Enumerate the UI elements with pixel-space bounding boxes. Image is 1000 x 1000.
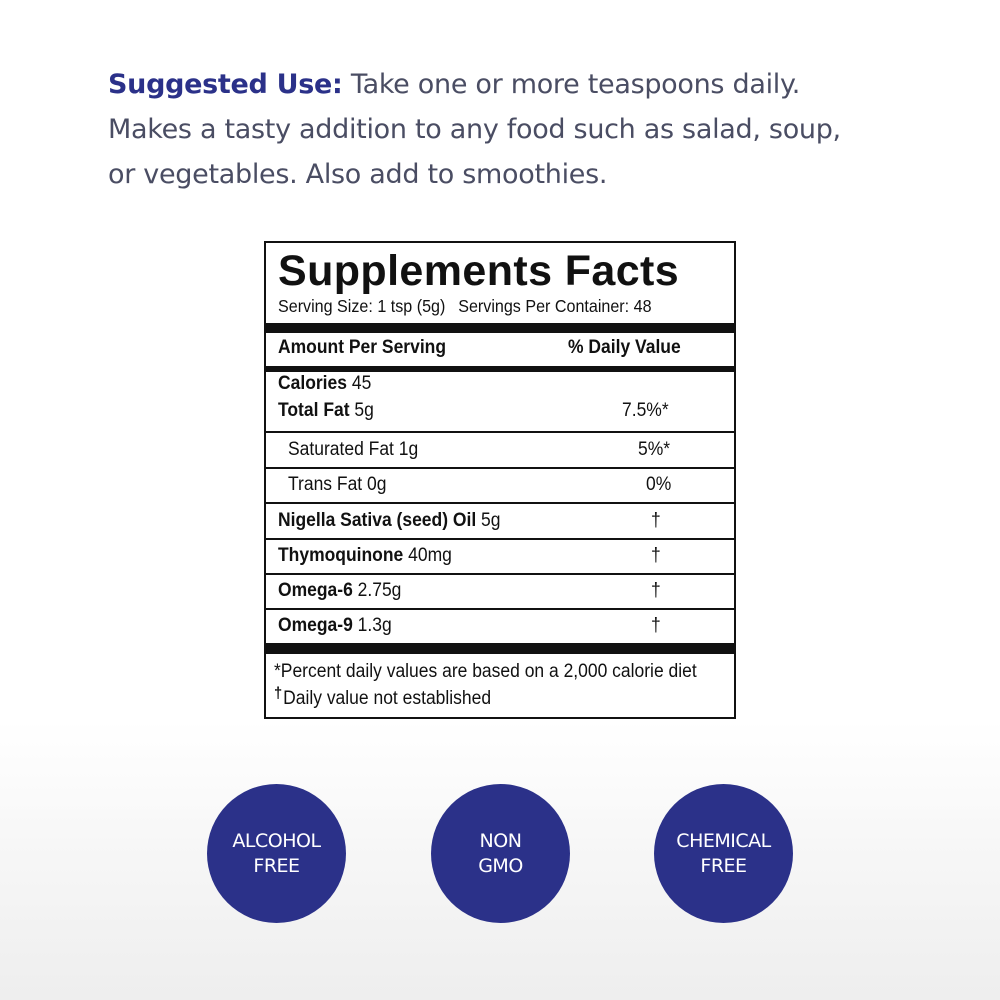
nutrient-amount: 5g: [349, 400, 374, 421]
suggested-use: [108, 62, 908, 197]
thick-divider: [266, 323, 734, 333]
suggested-use-line-1: [108, 62, 908, 107]
badge-line: FREE: [700, 854, 747, 877]
daily-value: 5%*: [638, 439, 671, 460]
row-divider: [266, 573, 734, 575]
daily-value: †: [651, 580, 661, 601]
nutrient-name: Thymoquinone: [278, 545, 404, 566]
serving-info: [278, 296, 664, 317]
fact-row-calories: [278, 373, 371, 395]
nutrient-amount: 1.3g: [352, 615, 392, 636]
nutrient-amount: 45: [346, 373, 372, 394]
header-amount-per-serving: Amount Per Serving: [278, 337, 447, 358]
nutrient-name: Total Fat: [278, 400, 350, 421]
badge-line: FREE: [253, 854, 300, 877]
fact-row-total-fat: [278, 400, 374, 422]
servings-per-container: Servings Per Container: 48: [458, 296, 652, 316]
suggested-use-line-2: Makes a tasty addition to any food such as salad, soup,: [108, 114, 841, 145]
fact-row-thymoquinone: [278, 545, 452, 567]
footnote-dagger: [274, 685, 492, 710]
row-divider: [266, 431, 734, 433]
badge-line: NON: [479, 829, 522, 852]
supplements-facts-label: [264, 241, 736, 719]
nutrient-amount: 5g: [476, 510, 501, 531]
serving-size: Serving Size: 1 tsp (5g): [278, 296, 446, 316]
suggested-use-line-3: or vegetables. Also add to smoothies.: [108, 159, 608, 190]
daily-value: †: [651, 545, 661, 566]
nutrient-name: Nigella Sativa (seed) Oil: [278, 510, 477, 531]
fact-row-nigella-sativa-oil: [278, 510, 500, 532]
badge-line: CHEMICAL: [676, 829, 771, 852]
badge-line: GMO: [478, 854, 523, 877]
fact-row-saturated-fat: [288, 439, 418, 461]
nutrient-name: Omega-6: [278, 580, 353, 601]
dagger-symbol: †: [274, 685, 283, 702]
daily-value: †: [651, 510, 661, 531]
fact-row-omega-6: [278, 580, 401, 602]
thick-divider: [266, 643, 734, 654]
nutrient-name: Calories: [278, 373, 347, 394]
nutrient-name: Omega-9: [278, 615, 353, 636]
daily-value: 7.5%*: [622, 400, 669, 421]
badge-chemical-free: [654, 784, 793, 923]
nutrient-name: Trans Fat: [288, 474, 363, 495]
badge-alcohol-free: [207, 784, 346, 923]
label-title: Supplements Facts: [278, 247, 680, 295]
fact-row-omega-9: [278, 615, 392, 637]
footnote-percent-daily: *Percent daily values are based on a 2,000 calorie diet: [274, 661, 697, 682]
medium-divider: [266, 366, 734, 372]
row-divider: [266, 538, 734, 540]
nutrient-amount: 40mg: [403, 545, 452, 566]
header-daily-value: % Daily Value: [568, 337, 681, 358]
nutrient-amount: 2.75g: [352, 580, 402, 601]
daily-value: †: [651, 615, 661, 636]
fact-row-trans-fat: [288, 474, 386, 496]
suggested-use-lead: Suggested Use:: [108, 69, 343, 100]
row-divider: [266, 502, 734, 504]
nutrient-amount: 0g: [362, 474, 387, 495]
badge-non-gmo: [431, 784, 570, 923]
nutrient-amount: 1g: [393, 439, 419, 460]
row-divider: [266, 467, 734, 469]
row-divider: [266, 608, 734, 610]
badge-line: ALCOHOL: [232, 829, 321, 852]
footnote-dagger-text: Daily value not established: [283, 688, 492, 709]
nutrient-name: Saturated Fat: [288, 439, 394, 460]
suggested-use-text-1: Take one or more teaspoons daily.: [342, 69, 801, 100]
daily-value: 0%: [646, 474, 672, 495]
